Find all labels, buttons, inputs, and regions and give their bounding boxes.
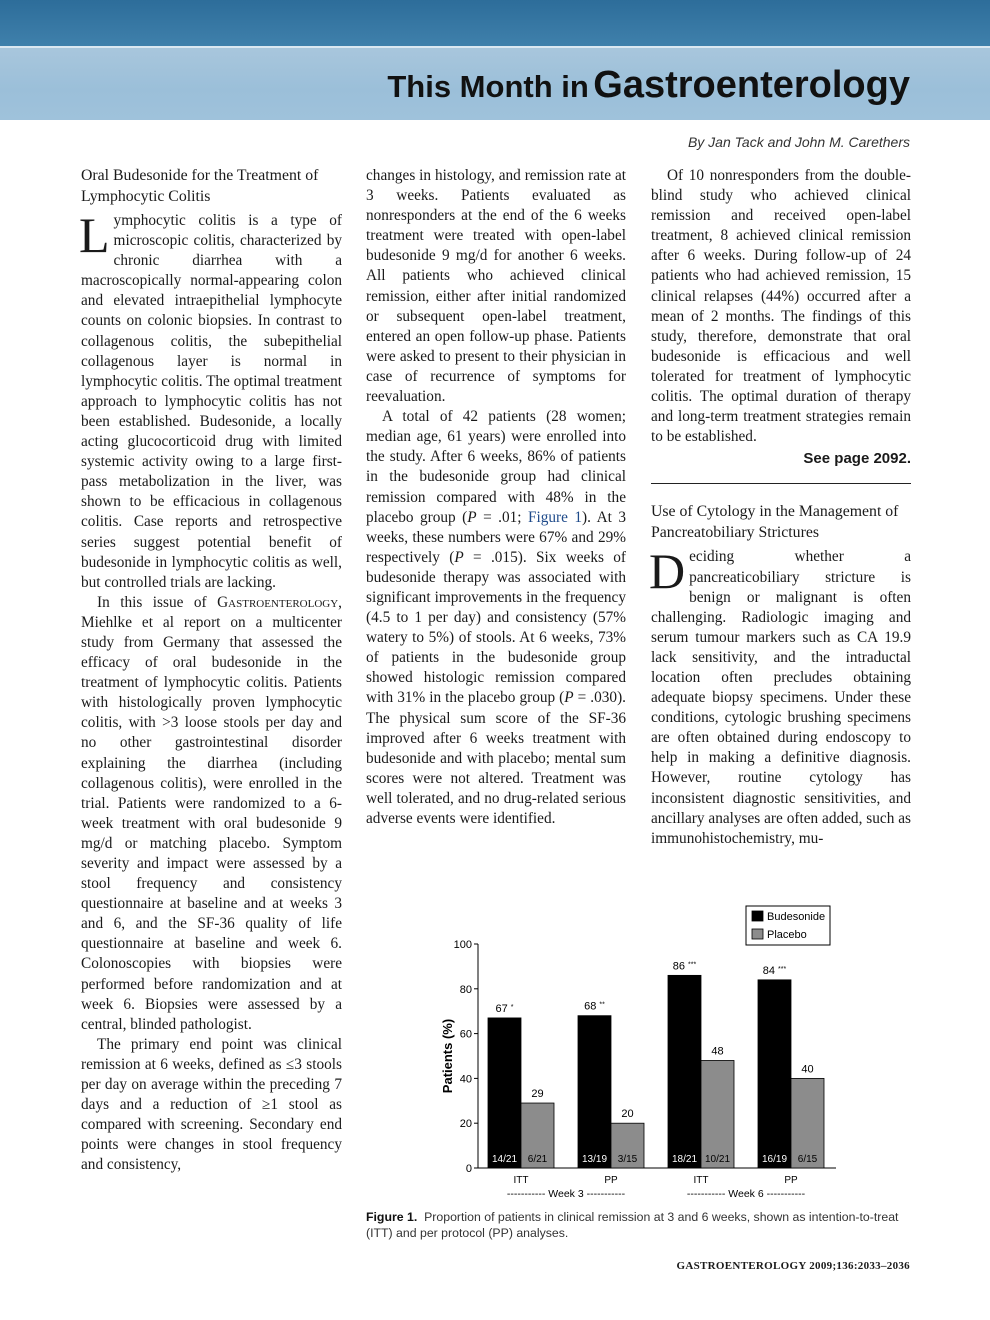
- bar-budesonide: [758, 980, 791, 1168]
- data-label: 86 ***: [672, 960, 697, 973]
- legend-swatch: [752, 929, 763, 939]
- bar-count-label: 13/19: [581, 1154, 608, 1165]
- see-page-link[interactable]: See page 2092.: [803, 450, 911, 468]
- x-tick-label: ITT: [693, 1175, 709, 1186]
- data-label: 29: [531, 1088, 544, 1101]
- x-group-label: ----------- Week 6 -----------: [686, 1188, 806, 1200]
- y-tick-label: 100: [453, 939, 472, 951]
- x-tick-label: ITT: [513, 1175, 529, 1186]
- bar-count-label: 16/19: [761, 1154, 788, 1165]
- y-tick-label: 0: [465, 1163, 472, 1175]
- x-tick-label: PP: [604, 1175, 618, 1186]
- article1-paragraph-2: [81, 593, 342, 1035]
- paragraph-text: = .030). The physical sum score of the SF-36 improved after 6 weeks treatment with budesonide and with placebo; mental sum scores were not altered. Treatment was well tolerated, and no drug-related serious adverse events were identified.: [366, 689, 626, 827]
- caption-label: Figure 1.: [366, 1210, 418, 1224]
- dropcap: D: [649, 543, 686, 600]
- banner-divider: [0, 46, 990, 48]
- bar-placebo: [701, 1060, 734, 1168]
- p-value-symbol: P: [467, 508, 477, 526]
- y-axis-title: Patients (%): [440, 1018, 455, 1094]
- dropcap: L: [79, 207, 110, 263]
- legend-label: Budesonide: [767, 911, 826, 923]
- column-2: [366, 166, 626, 829]
- data-label: 40: [801, 1063, 814, 1076]
- p-value-symbol: P: [564, 689, 574, 707]
- section-divider: [651, 483, 911, 484]
- y-tick-label: 20: [459, 1118, 472, 1131]
- caption-text: Proportion of patients in clinical remission at 3 and 6 weeks, shown as intention-to-treat (ITT) and per protocol (PP) analyses.: [366, 1210, 899, 1240]
- article1-paragraph-3: The primary end point was clinical remission at 6 weeks, defined as ≤3 stools per day on average within the preceding 7 days and a reduction of ≥1 stool as compared with screening. Secondary end points were changes in stool frequency and consistency,: [81, 1035, 342, 1174]
- data-label: 20: [621, 1108, 634, 1121]
- article1-paragraph-6: Of 10 nonresponders from the double-blind study who achieved clinical remission and received open-label treatment, 8 achieved clinical remission after 6 weeks. During follow-up of 24 patients who had achieved remission, 15 clinical relapses (44%) occurred after a mean of 2 months. The findings of this study, therefore, demonstrate that oral budesonide is efficacious and well tolerated for treatment of lymphocytic colitis. The optimal duration of therapy and long-term treatment strategies remain to be established.: [651, 167, 911, 446]
- column-1: [81, 166, 342, 1176]
- data-label: 84 ***: [762, 964, 787, 977]
- journal-citation: GASTROENTEROLOGY 2009;136:2033–2036: [676, 1260, 910, 1272]
- p-value-symbol: P: [454, 548, 464, 566]
- x-group-label: ----------- Week 3 -----------: [506, 1188, 626, 1200]
- journal-name: Gastroenterology: [593, 64, 910, 106]
- article1-paragraph-4: changes in histology, and remission rate at 3 weeks. Patients evaluated as nonresponders at the end of the 6 weeks treatment were treated with open-label budesonide 9 mg/d for another 6 weeks. All patients who achieved clinical remission, either after initial randomized or subsequent open-label treatment, entered an open follow-up phase. Patients were asked to present to their physician in case of recurrence of symptoms for reevaluation.: [366, 167, 626, 406]
- paragraph-text: In this issue of: [97, 593, 218, 611]
- paragraph-text: ). At 3 weeks, these numbers were 67% and 29% respectively (: [366, 508, 626, 566]
- legend-swatch: [752, 911, 763, 921]
- bar-budesonide: [488, 1018, 521, 1168]
- article2-paragraph-1: [649, 543, 911, 848]
- bar-count-label: 14/21: [491, 1154, 518, 1165]
- article2-title: Use of Cytology in the Management of Pancreatobiliary Strictures: [651, 503, 899, 541]
- header-banner: [0, 0, 990, 120]
- figure-caption: [366, 1209, 911, 1241]
- bar-budesonide: [668, 975, 701, 1168]
- legend-label: Placebo: [767, 929, 807, 941]
- paragraph-text: eciding whether a pancreaticobiliary stricture is benign or malignant is often challenging. Radiologic imaging and serum tumour markers such as CA 19.9 lack sensitivity, and the intraductal location often precludes obtaining adequate biopsy specimens. Under these conditions, cytologic brushing specimens are often obtained during endoscopy to help in making a definitive diagnosis. However, routine cytology has inconsistent diagnostic sensitivities, and ancillary analyses are often added, such as immunohistochemistry, mu-: [651, 548, 911, 847]
- data-label: 68 **: [584, 1000, 605, 1013]
- journal-reference: Gastroenterology: [217, 593, 339, 611]
- bar-budesonide: [578, 1016, 611, 1168]
- article1-paragraph-5: [366, 407, 626, 829]
- bar-count-label: 18/21: [671, 1154, 698, 1165]
- figure-1: [366, 900, 911, 1210]
- article1-paragraph-1: [79, 207, 342, 593]
- title-prefix: This Month in: [387, 69, 589, 104]
- data-label: 67 *: [495, 1002, 514, 1015]
- y-tick-label: 40: [459, 1073, 472, 1086]
- paragraph-text: A total of 42 patients (28 women; median age, 61 years) were enrolled into the study. After 6 weeks, 86% of patients in the budesonide group had clinical remission compared with 48% in the placebo group (: [366, 408, 626, 526]
- paragraph-text: ymphocytic colitis is a type of microscopic colitis, characterized by chronic diarrhea with a macroscopically normal-appearing colon and elevated intraepithelial lymphocyte counts on colonic biopsies. In contrast to collagenous colitis, the subepithelial collagenous layer is normal in lymphocytic colitis. The optimal treatment approach to lymphocytic colitis has not been established. Budesonide, a locally acting glucocorticoid drug with limited systemic activity owing to a large first-pass metabolization in the liver, was shown to be efficacious in collagenous colitis. Case reports and retrospective series suggest potential benefit of budesonide in lymphocytic colitis as well, but controlled trials are lacking.: [81, 212, 342, 591]
- x-tick-label: PP: [784, 1175, 798, 1186]
- column-3: [651, 166, 911, 849]
- bar-count-label: 10/21: [704, 1154, 731, 1165]
- paragraph-text: = .01;: [476, 508, 528, 526]
- data-label: 48: [711, 1045, 724, 1058]
- paragraph-text: , Miehlke et al report on a multicenter study from Germany that assessed the efficacy of oral budesonide in the treatment of lymphocytic colitis. Patients with histologically proven lymphocytic colitis, with >3 loose stools per day and no other gastrointestinal disorder explaining the diarrhea (including collagenous colitis), were enrolled in the trial. Patients were randomized to a 6-week treatment with oral budesonide 9 mg/d or matching placebo. Symptom severity and impact were assessed by a stool frequency and consistency questionnaire at baseline and at weeks 3 and 6, and the SF-36 quality of life questionnaire at baseline and week 6. Colonoscopies with biopsies were performed before randomization and at week 6. Biopsies were assessed by a central, blinded pathologist.: [81, 593, 342, 1033]
- page-title: [387, 64, 910, 107]
- paragraph-text: = .015). Six weeks of budesonide therapy was associated with significant improvements in the frequency (4.5 to 1 per day) and consistency (57% watery to 5%) of stools. At 6 weeks, 73% of patients in the budesonide group showed histologic remission compared with 31% in the placebo group (: [366, 548, 626, 707]
- bar-count-label: 3/15: [617, 1154, 638, 1165]
- bar-chart: [366, 900, 911, 1210]
- byline: By Jan Tack and John M. Carethers: [687, 134, 910, 150]
- y-tick-label: 80: [459, 983, 472, 996]
- figure-1-link[interactable]: Figure 1: [528, 508, 583, 526]
- y-tick-label: 60: [459, 1028, 472, 1041]
- article1-title: Oral Budesonide for the Treatment of Lymphocytic Colitis: [81, 167, 319, 205]
- bar-count-label: 6/21: [527, 1154, 548, 1165]
- bar-count-label: 6/15: [797, 1154, 818, 1165]
